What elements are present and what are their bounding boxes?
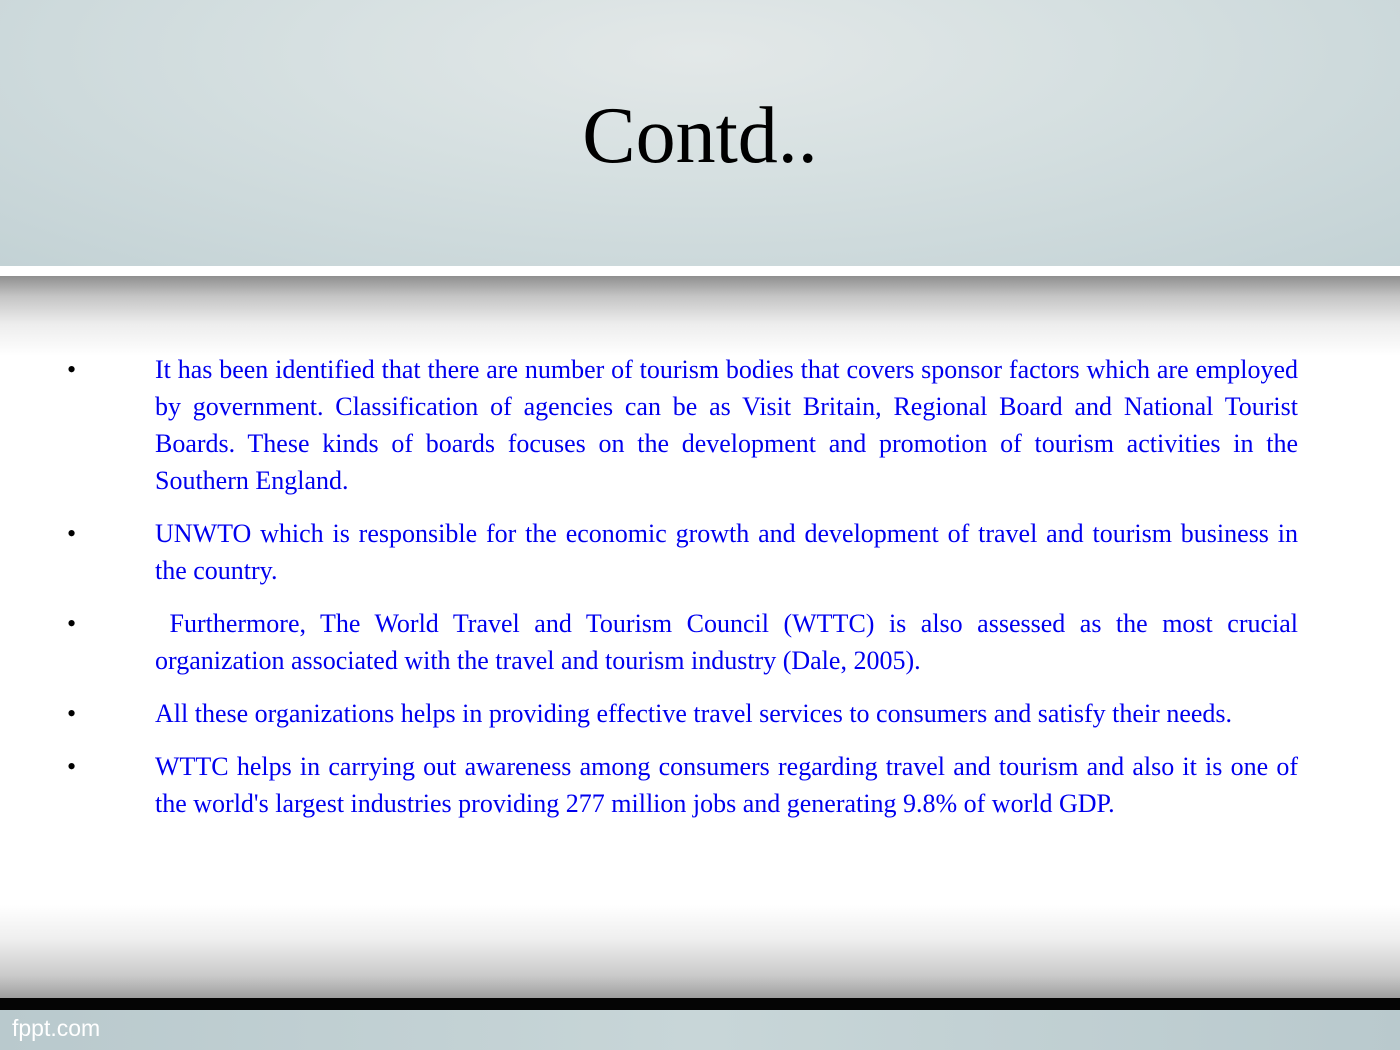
footer-divider — [0, 998, 1400, 1010]
bullet-list — [0, 351, 1400, 838]
bullet-text: WTTC helps in carrying out awareness among consumers regarding travel and tourism and also it is one of the world's largest industries providing 277 million jobs and generating 9.8% of world GDP. — [155, 752, 1298, 818]
bullet-icon: • — [67, 699, 77, 728]
header-shadow — [0, 276, 1400, 356]
bullet-icon: • — [67, 752, 77, 781]
list-item — [0, 748, 1400, 822]
list-item — [0, 515, 1400, 589]
bullet-icon: • — [67, 519, 77, 548]
bullet-icon: • — [67, 609, 77, 638]
list-item — [0, 695, 1400, 732]
bullet-text: UNWTO which is responsible for the economic growth and development of travel and tourism business in the country. — [155, 519, 1298, 585]
list-item — [0, 605, 1400, 679]
list-item — [0, 351, 1400, 499]
bullet-text: Furthermore, The World Travel and Tourism Council (WTTC) is also assessed as the most crucial organization associated with the travel and tourism industry (Dale, 2005). — [155, 609, 1305, 675]
bullet-text: All these organizations helps in providing effective travel services to consumers and satisfy their needs. — [155, 699, 1233, 728]
footer-shadow — [0, 905, 1400, 1000]
bullet-text: It has been identified that there are number of tourism bodies that covers sponsor factors which are employed by government. Classification of agencies can be as Visit Britain, Regional Board and National Tourist Boards. These kinds of boards focuses on the development and promotion of tourism activities in the Southern England. — [155, 355, 1298, 495]
slide-title: Contd.. — [582, 92, 818, 180]
header-divider — [0, 266, 1400, 276]
bullet-icon: • — [67, 355, 77, 384]
footer-band — [0, 1010, 1400, 1050]
footer-logo: fppt.com — [12, 1015, 101, 1041]
